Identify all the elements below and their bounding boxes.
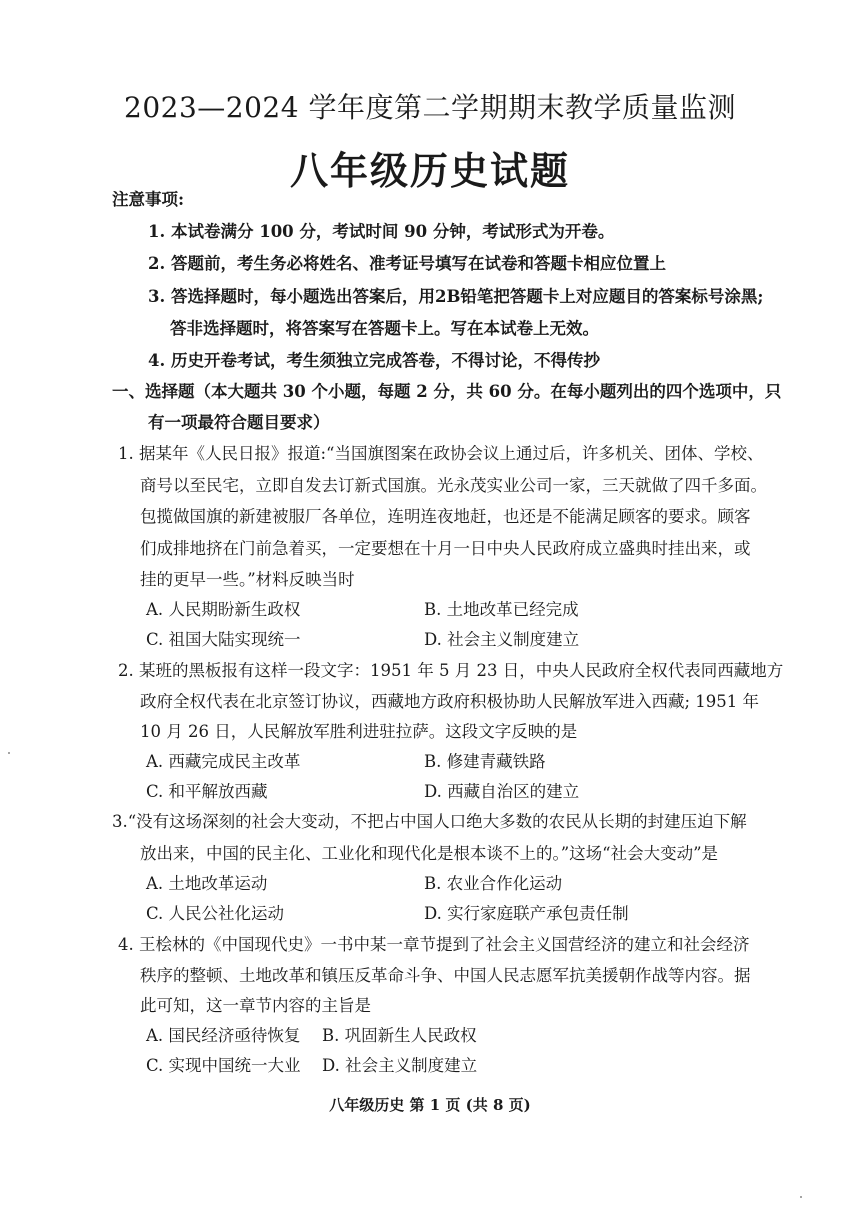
- option-c: C. 祖国大陆实现统一: [146, 630, 301, 649]
- option-a: A. 土地改革运动: [146, 874, 268, 893]
- question-text: 政府全权代表在北京签订协议，西藏地方政府积极协助人民解放军进入西藏; 1951 年: [140, 692, 760, 711]
- option-a: A. 人民期盼新生政权: [146, 600, 301, 619]
- question-text: 2. 某班的黑板报有这样一段文字：1951 年 5 月 23 日，中央人民政府全权代表同西藏地方: [118, 661, 784, 680]
- option-b: B. 土地改革已经完成: [424, 600, 579, 619]
- question-text: 3.“没有这场深刻的社会大变动，不把占中国人口绝大多数的农民从长期的封建压迫下解: [112, 812, 747, 831]
- section-heading: 有一项最符合题目要求）: [148, 413, 330, 432]
- scan-speck: [800, 1196, 802, 1198]
- question-text: 10 月 26 日，人民解放军胜利进驻拉萨。这段文字反映的是: [140, 722, 578, 741]
- question-text: 挂的更早一些。”材料反映当时: [140, 570, 355, 589]
- page-footer: 八年级历史 第 1 页 (共 8 页): [329, 1096, 531, 1114]
- option-c: C. 实现中国统一大业: [146, 1056, 301, 1075]
- option-b: B. 修建青藏铁路: [424, 752, 546, 771]
- option-a: A. 西藏完成民主改革: [146, 752, 301, 771]
- option-d: D. 社会主义制度建立: [424, 630, 580, 649]
- question-text: 们成排地挤在门前急着买，一定要想在十月一日中央人民政府成立盛典时挂出来，或: [140, 539, 751, 558]
- exam-title: 2023—2024 学年度第二学期期末教学质量监测: [124, 91, 736, 124]
- question-text: 秩序的整顿、土地改革和镇压反革命斗争、中国人民志愿军抗美援朝作战等内容。据: [140, 966, 751, 985]
- option-d: D. 社会主义制度建立: [322, 1056, 478, 1075]
- question-text: 包揽做国旗的新建被服厂各单位，连明连夜地赶，也还是不能满足顾客的要求。顾客: [140, 507, 751, 526]
- option-b: B. 农业合作化运动: [424, 874, 563, 893]
- scan-speck: [8, 752, 10, 754]
- subject-title: 八年级历史试题: [289, 148, 570, 193]
- question-text: 此可知，这一章节内容的主旨是: [140, 996, 371, 1015]
- section-heading: 一、选择题（本大题共 30 个小题，每题 2 分，共 60 分。在每小题列出的四个选项中，只: [112, 382, 782, 401]
- option-d: D. 西藏自治区的建立: [424, 782, 580, 801]
- question-text: 商号以至民宅，立即自发去订新式国旗。光永茂实业公司一家，三天就做了四千多面。: [140, 476, 767, 495]
- option-c: C. 和平解放西藏: [146, 782, 268, 801]
- notice-heading: 注意事项:: [112, 190, 185, 209]
- notice-item: 2. 答题前，考生务必将姓名、准考证号填写在试卷和答题卡相应位置上: [148, 254, 666, 273]
- notice-item: 答非选择题时，将答案写在答题卡上。写在本试卷上无效。: [170, 319, 599, 338]
- option-a: A. 国民经济亟待恢复: [146, 1026, 301, 1045]
- option-c: C. 人民公社化运动: [146, 904, 285, 923]
- option-b: B. 巩固新生人民政权: [322, 1026, 477, 1045]
- option-d: D. 实行家庭联产承包责任制: [424, 904, 629, 923]
- notice-item: 4. 历史开卷考试，考生须独立完成答卷，不得讨论，不得传抄: [148, 351, 600, 370]
- notice-item: 1. 本试卷满分 100 分，考试时间 90 分钟，考试形式为开卷。: [148, 222, 615, 241]
- question-text: 放出来，中国的民主化、工业化和现代化是根本谈不上的。”这场“社会大变动”是: [140, 844, 719, 863]
- question-text: 1. 据某年《人民日报》报道:“当国旗图案在政协会议上通过后，许多机关、团体、学校、: [118, 444, 764, 463]
- notice-item: 3. 答选择题时，每小题选出答案后，用2B铅笔把答题卡上对应题目的答案标号涂黑;: [148, 287, 764, 306]
- question-text: 4. 王桧林的《中国现代史》一书中某一章节提到了社会主义国营经济的建立和社会经济: [118, 935, 750, 954]
